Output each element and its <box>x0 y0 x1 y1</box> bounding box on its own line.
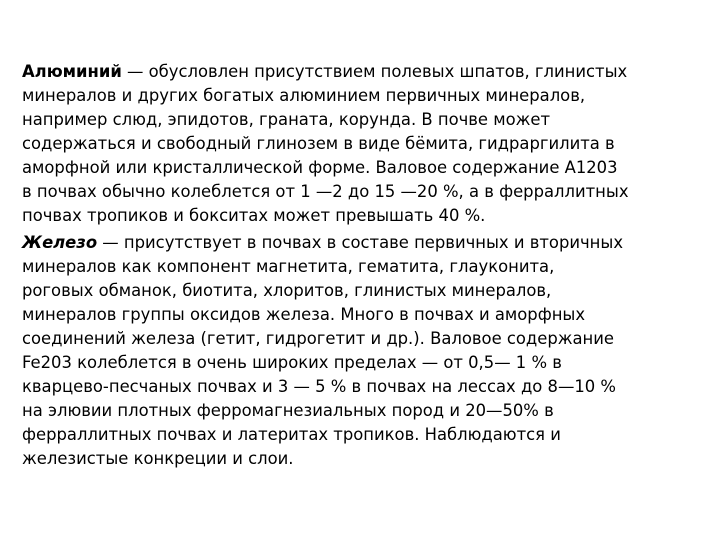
term-aluminium: Алюминий <box>22 62 122 81</box>
text-aluminium: — обусловлен присутствием полевых шпатов, глинистых минералов и других богатых алюминием первичных минералов, например слюд, эпидотов, граната, корунда. В почве может содержаться и свободный глинозем в виде бёмита, гидраргилита в аморфной или кристаллической форме. Валовое содержание А1203 в почвах обычно колеблется от 1 —2 до 15 —20 %, а в ферраллитных почвах тропиков и бокситах может превышать 40 %. <box>22 62 629 225</box>
text-iron: — присутствует в почвах в составе первичных и вторичных минералов как компонент магнетита, гематита, глауконита, роговых обманок, биотита, хлоритов, глинистых минералов, минералов группы оксидов железа. Много в почвах и аморфных соединений железа (гетит, гидрогетит и др.). Валовое содержание Fe203 колеблется в очень широких пределах — от 0,5— 1 % в кварцево-песчаных почвах и 3 — 5 % в почвах на лессах до 8—10 % на элювии плотных ферромагнезиальных пород и 20—50% в ферраллитных почвах и латеритах тропиков. Наблюдаются и железистые конкреции и слои. <box>22 233 624 468</box>
term-iron: Железо <box>22 233 98 252</box>
paragraph-iron <box>22 231 702 471</box>
paragraph-aluminium <box>22 60 702 228</box>
